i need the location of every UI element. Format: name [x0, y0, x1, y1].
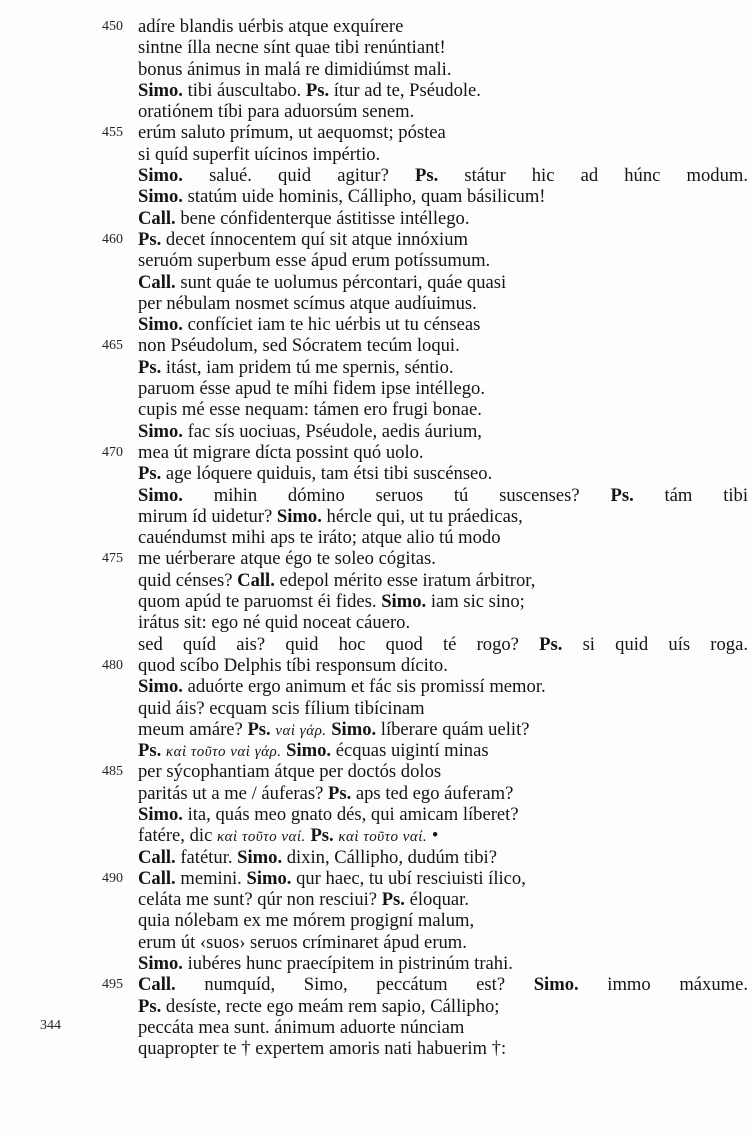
- verse-line: [0, 612, 750, 633]
- verse-fragment: fatétur.: [175, 846, 238, 868]
- line-number: 480: [102, 657, 123, 673]
- verse-text: [138, 825, 438, 848]
- verse-line: [0, 868, 750, 889]
- verse-text: [138, 463, 492, 484]
- verse-line: [0, 527, 750, 548]
- verse-line: [0, 229, 750, 250]
- verse-line: [0, 996, 750, 1017]
- verse-line: [0, 740, 750, 761]
- verse-fragment: qur haec, tu ubí resciuisti ílico,: [291, 867, 526, 889]
- verse-line: [0, 378, 750, 399]
- line-number: 465: [102, 338, 123, 354]
- verse-line: [0, 1038, 750, 1059]
- verse-fragment: tibi áuscultabo.: [182, 79, 306, 101]
- speaker-label: Simo.: [138, 953, 183, 975]
- speaker-label: Simo.: [138, 79, 183, 101]
- speaker-label: Simo.: [381, 591, 427, 613]
- verse-fragment: quapropter te † expertem amoris nati habuerim †:: [138, 1038, 507, 1060]
- verse-text: [138, 612, 410, 633]
- verse-fragment: hércle qui, ut tu práedicas,: [321, 505, 523, 527]
- verse-fragment: bonus ánimus in malá re dimidiúmst mali.: [138, 58, 452, 80]
- verse-text: [138, 1017, 464, 1038]
- line-number: 475: [102, 551, 123, 567]
- verse-fragment: erum út ‹suos› seruos críminaret ápud erum.: [138, 931, 467, 953]
- verse-text: [138, 421, 482, 442]
- verse-line: [0, 272, 750, 293]
- speaker-label: Simo.: [237, 846, 283, 868]
- verse-text: [138, 399, 482, 420]
- speaker-label: Simo.: [138, 165, 183, 187]
- line-number: 455: [102, 125, 123, 141]
- greek-phrase: καὶ τοῦτο ναὶ γάρ.: [165, 744, 282, 761]
- speaker-label: Call.: [237, 569, 275, 591]
- verse-line: [0, 37, 750, 58]
- verse-fragment: paruom ésse apud te míhi fidem ipse intéllego.: [138, 378, 485, 400]
- verse-fragment: mirum íd uidetur?: [138, 505, 277, 527]
- verse-text: [138, 910, 474, 931]
- speaker-label: Ps.: [381, 889, 405, 911]
- verse-fragment: per sýcophantiam átque per doctós dolos: [138, 761, 442, 783]
- speaker-label: Simo.: [246, 867, 292, 889]
- verse-text: [138, 740, 489, 763]
- speaker-label: Simo.: [138, 420, 183, 442]
- verse-line: [0, 847, 750, 868]
- speaker-label: Ps.: [138, 228, 162, 250]
- verse-text: [138, 485, 748, 506]
- verse-line: [0, 208, 750, 229]
- verse-line: [0, 485, 750, 506]
- verse-line: [0, 59, 750, 80]
- verse-line: [0, 974, 750, 995]
- verse-line: [0, 101, 750, 122]
- verse-text: [138, 272, 506, 293]
- verse-fragment: •: [427, 825, 439, 847]
- verse-text: [138, 953, 513, 974]
- verse-fragment: cupis mé esse nequam: támen ero frugi bonae.: [138, 399, 482, 421]
- verse-text: [138, 186, 546, 207]
- verse-text: [138, 698, 425, 719]
- verse-fragment: confíciet iam te hic uérbis ut tu cénseas: [182, 314, 481, 336]
- verse-fragment: iubéres hunc praecípitem in pistrinúm trahi.: [182, 953, 513, 975]
- speaker-label: Simo.: [276, 505, 322, 527]
- verse-line: [0, 186, 750, 207]
- speaker-label: Ps.: [138, 995, 162, 1017]
- verse-line: [0, 165, 750, 186]
- speaker-label: Simo.: [533, 974, 579, 996]
- line-number: 485: [102, 764, 123, 780]
- verse-fragment: si quid uís roga.: [562, 633, 748, 655]
- verse-line: [0, 335, 750, 356]
- verse-fragment: iam sic sino;: [426, 591, 525, 613]
- verse-fragment: ita, quás meo gnato dés, qui amicam líberet?: [182, 803, 519, 825]
- speaker-label: Simo.: [138, 676, 183, 698]
- verse-text: [138, 16, 403, 37]
- line-number: 495: [102, 977, 123, 993]
- page-number: 344: [40, 1018, 61, 1033]
- verse-fragment: quod scíbo Delphis tíbi responsum dícito.: [138, 654, 448, 676]
- verse-fragment: numquíd, Simo, peccátum est?: [175, 974, 534, 996]
- speaker-label: Simo.: [331, 718, 377, 740]
- verse-text: [138, 719, 529, 742]
- speaker-label: Ps.: [305, 79, 330, 101]
- verse-line: [0, 676, 750, 697]
- verse-fragment: salué. quid agitur?: [182, 165, 415, 187]
- greek-phrase: καὶ τοῦτο ναί.: [338, 829, 428, 846]
- verse-fragment: itást, iam pridem tú me spernis, séntio.: [161, 356, 454, 378]
- speaker-label: Ps.: [539, 633, 563, 655]
- speaker-label: Ps.: [610, 484, 634, 506]
- verse-line: [0, 634, 750, 655]
- verse-line: [0, 144, 750, 165]
- verse-text: [138, 996, 499, 1017]
- verse-text: [138, 442, 424, 463]
- verse-text: [138, 122, 446, 143]
- verse-line: [0, 314, 750, 335]
- verse-line: [0, 421, 750, 442]
- verse-text: [138, 357, 454, 378]
- verse-fragment: sintne ílla necne sínt quae tibi renúntiant!: [138, 37, 446, 59]
- speaker-label: Simo.: [138, 484, 183, 506]
- line-number: 470: [102, 444, 123, 460]
- speaker-label: Simo.: [138, 186, 183, 208]
- verse-fragment: sunt quáe te uolumus pércontari, quáe quasi: [175, 271, 507, 293]
- verse-fragment: non Pséudolum, sed Sócratem tecúm loqui.: [138, 335, 460, 357]
- verse-text: [138, 208, 470, 229]
- verse-text: [138, 165, 748, 186]
- speaker-label: Ps.: [310, 825, 334, 847]
- verse-fragment: seruóm superbum esse ápud erum potíssumum.: [138, 250, 491, 272]
- verse-fragment: irátus sit: ego né quid noceat cáuero.: [138, 612, 411, 634]
- verse-text: [138, 761, 441, 782]
- verse-fragment: écquas uigintí minas: [331, 740, 489, 762]
- verse-fragment: státur hic ad húnc modum.: [438, 165, 748, 187]
- verse-text: [138, 229, 468, 250]
- verse-line: [0, 548, 750, 569]
- verse-line: [0, 442, 750, 463]
- verse-fragment: aduórte ergo animum et fác sis promissí memor.: [182, 676, 546, 698]
- verse-fragment: edepol mérito esse iratum árbitror,: [274, 569, 536, 591]
- verse-fragment: si quíd superfit uícinos impértio.: [138, 143, 381, 165]
- speaker-label: Ps.: [247, 718, 271, 740]
- verse-fragment: quid cénses?: [138, 569, 238, 591]
- verse-line: [0, 463, 750, 484]
- verse-line: [0, 16, 750, 37]
- verse-line: [0, 591, 750, 612]
- verse-line: [0, 698, 750, 719]
- verse-text: [138, 101, 414, 122]
- verse-text: [138, 591, 525, 612]
- verse-fragment: age lóquere quiduis, tam étsi tibi suscénseo.: [161, 463, 493, 485]
- verse-text: [138, 59, 451, 80]
- verse-line: [0, 506, 750, 527]
- verse-fragment: fatére, dic: [138, 825, 217, 847]
- verse-line: [0, 570, 750, 591]
- verse-text-block: [0, 16, 750, 1060]
- verse-fragment: líberare quám uelit?: [376, 718, 530, 740]
- verse-text: [138, 80, 481, 101]
- greek-phrase: καὶ τοῦτο ναί.: [216, 829, 306, 846]
- verse-line: [0, 357, 750, 378]
- verse-fragment: cauéndumst mihi aps te iráto; atque alio tú modo: [138, 527, 501, 549]
- verse-text: [138, 1038, 506, 1059]
- verse-line: [0, 804, 750, 825]
- verse-fragment: erúm saluto prímum, ut aequomst; póstea: [138, 122, 446, 144]
- verse-line: [0, 1017, 750, 1038]
- speaker-label: Ps.: [327, 782, 352, 804]
- speaker-label: Call.: [138, 271, 176, 293]
- verse-line: [0, 953, 750, 974]
- verse-line: [0, 293, 750, 314]
- verse-line: [0, 122, 750, 143]
- verse-text: [138, 250, 490, 271]
- verse-line: [0, 783, 750, 804]
- speaker-label: Call.: [138, 207, 176, 229]
- verse-fragment: sed quíd ais? quid hoc quod té rogo?: [138, 633, 540, 655]
- verse-text: [138, 335, 460, 356]
- speaker-label: Simo.: [138, 803, 183, 825]
- verse-line: [0, 825, 750, 846]
- verse-fragment: bene cónfidenterque ástitisse intéllego.: [175, 207, 470, 229]
- verse-fragment: quia nólebam ex me mórem progigní malum,: [138, 910, 475, 932]
- verse-fragment: mea út migrare dícta possint quó uolo.: [138, 441, 424, 463]
- verse-text: [138, 847, 497, 868]
- speaker-label: Ps.: [138, 740, 162, 762]
- verse-text: [138, 783, 513, 804]
- speaker-label: Call.: [138, 974, 176, 996]
- verse-text: [138, 144, 380, 165]
- line-number: 460: [102, 231, 123, 247]
- verse-line: [0, 80, 750, 101]
- speaker-label: Ps.: [414, 165, 439, 187]
- verse-text: [138, 932, 467, 953]
- verse-line: [0, 655, 750, 676]
- speaker-label: Call.: [138, 846, 176, 868]
- verse-text: [138, 804, 519, 825]
- verse-fragment: aps ted ego áuferam?: [351, 782, 514, 804]
- verse-fragment: meum amáre?: [138, 718, 248, 740]
- verse-text: [138, 570, 535, 591]
- verse-text: [138, 676, 546, 697]
- verse-fragment: tám tibi: [633, 484, 748, 506]
- verse-fragment: mihin dómino seruos tú suscenses?: [182, 484, 611, 506]
- speaker-label: Ps.: [138, 356, 162, 378]
- greek-phrase: ναὶ γάρ.: [275, 722, 327, 739]
- verse-line: [0, 719, 750, 740]
- verse-fragment: dixin, Cállipho, dudúm tibi?: [282, 846, 497, 868]
- verse-text: [138, 868, 526, 889]
- verse-line: [0, 761, 750, 782]
- verse-fragment: quid áis? ecquam scis fílium tibícinam: [138, 697, 425, 719]
- verse-line: [0, 910, 750, 931]
- verse-fragment: quom apúd te paruomst éi fides.: [138, 591, 382, 613]
- verse-fragment: paritás ut a me / áuferas?: [138, 782, 328, 804]
- verse-text: [138, 378, 485, 399]
- verse-fragment: per nébulam nosmet scímus atque audíuimus.: [138, 292, 477, 314]
- verse-text: [138, 314, 480, 335]
- verse-fragment: ítur ad te, Pséudole.: [329, 79, 481, 101]
- verse-fragment: oratiónem tíbi para aduorsúm senem.: [138, 101, 415, 123]
- speaker-label: Simo.: [286, 740, 332, 762]
- verse-fragment: decet ínnocentem quí sit atque innóxium: [161, 228, 468, 250]
- verse-line: [0, 250, 750, 271]
- verse-fragment: adíre blandis uérbis atque exquírere: [138, 16, 404, 37]
- verse-line: [0, 889, 750, 910]
- verse-text: [138, 293, 477, 314]
- verse-fragment: memini.: [175, 867, 247, 889]
- verse-line: [0, 932, 750, 953]
- verse-text: [138, 974, 748, 995]
- verse-fragment: desíste, recte ego meám rem sapio, Cállipho;: [161, 995, 500, 1017]
- verse-fragment: fac sís uociuas, Pséudole, aedis áurium,: [182, 420, 482, 442]
- verse-text: [138, 634, 748, 655]
- verse-fragment: celáta me sunt? qúr non resciui?: [138, 889, 382, 911]
- verse-line: [0, 399, 750, 420]
- speaker-label: Simo.: [138, 314, 183, 336]
- verse-fragment: me uérberare atque égo te soleo cógitas.: [138, 548, 436, 570]
- verse-fragment: éloquar.: [404, 889, 469, 911]
- verse-text: [138, 37, 446, 58]
- verse-text: [138, 655, 448, 676]
- verse-text: [138, 506, 523, 527]
- verse-text: [138, 889, 469, 910]
- speaker-label: Call.: [138, 867, 176, 889]
- verse-fragment: immo máxume.: [578, 974, 749, 996]
- verse-text: [138, 548, 436, 569]
- line-number: 450: [102, 19, 123, 34]
- verse-text: [138, 527, 501, 548]
- line-number: 490: [102, 870, 123, 886]
- speaker-label: Ps.: [138, 463, 162, 485]
- verse-fragment: statúm uide hominis, Cállipho, quam básilicum!: [182, 186, 546, 208]
- verse-fragment: peccáta mea sunt. ánimum aduorte núnciam: [138, 1016, 465, 1038]
